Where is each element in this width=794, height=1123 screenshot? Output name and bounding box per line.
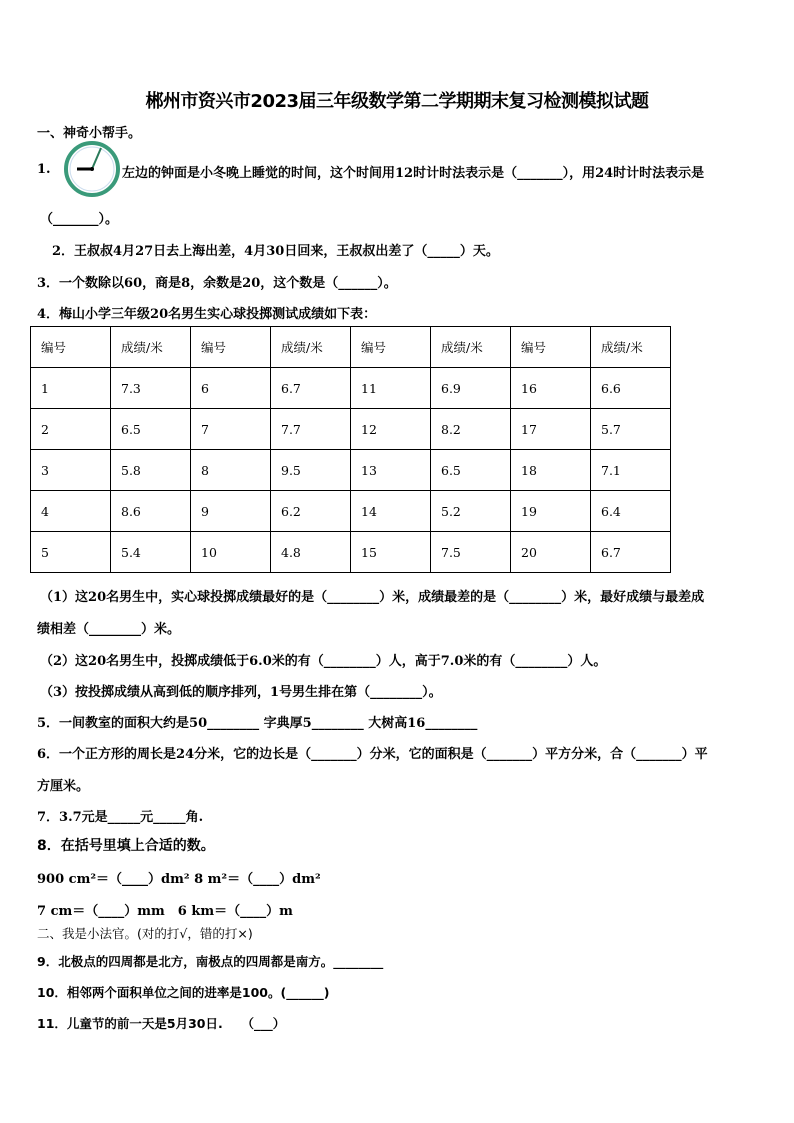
header-cell: 成绩/米 xyxy=(111,327,191,368)
table-cell: 4 xyxy=(31,491,111,532)
table-cell: 8.2 xyxy=(431,409,511,450)
section-1-heading: 一、神奇小帮手。 xyxy=(37,126,142,141)
table-cell: 20 xyxy=(511,532,591,573)
question-7: 7．3.7元是_____元_____角. xyxy=(37,810,204,825)
table-cell: 12 xyxy=(351,409,431,450)
q1-text: 左边的钟面是小冬晚上睡觉的时间，这个时间用12时计时法表示是（_______），用24时计时法表示是 xyxy=(122,166,705,181)
table-row xyxy=(31,368,671,409)
question-3: 3．一个数除以60，商是8，余数是20，这个数是（______）。 xyxy=(37,276,397,291)
table-cell: 17 xyxy=(511,409,591,450)
table-cell: 10 xyxy=(191,532,271,573)
q4-part-1-continuation: 绩相差（________）米。 xyxy=(37,622,181,637)
table-cell: 6.9 xyxy=(431,368,511,409)
table-cell: 6.4 xyxy=(591,491,671,532)
header-cell: 编号 xyxy=(31,327,111,368)
question-6: 6．一个正方形的周长是24分米，它的边长是（_______）分米，它的面积是（_______）平方分米，合（_______）平 xyxy=(37,747,708,762)
table-cell: 7.1 xyxy=(591,450,671,491)
question-8-b: 7 cm＝（____）mm 6 km＝（____）m xyxy=(37,904,293,919)
table-cell: 6.5 xyxy=(431,450,511,491)
table-cell: 5.8 xyxy=(111,450,191,491)
question-2: 2．王叔叔4月27日去上海出差，4月30日回来，王叔叔出差了（_____）天。 xyxy=(52,244,499,259)
q1-continuation: （_______）。 xyxy=(40,212,119,227)
table-cell: 18 xyxy=(511,450,591,491)
question-4: 4．梅山小学三年级20名男生实心球投掷测试成绩如下表： xyxy=(37,307,377,322)
page-title: 郴州市资兴市2023届三年级数学第二学期期末复习检测模拟试题 xyxy=(145,91,649,112)
table-row xyxy=(31,409,671,450)
table-cell: 11 xyxy=(351,368,431,409)
table-cell: 6.6 xyxy=(591,368,671,409)
table-cell: 7.5 xyxy=(431,532,511,573)
header-cell: 编号 xyxy=(351,327,431,368)
question-5: 5．一间教室的面积大约是50________ 字典厚5________ 大树高16________ xyxy=(37,716,478,731)
q1-number: 1. xyxy=(37,162,51,177)
table-cell: 16 xyxy=(511,368,591,409)
table-row xyxy=(31,532,671,573)
table-row xyxy=(31,450,671,491)
table-cell: 6.7 xyxy=(271,368,351,409)
table-header-row xyxy=(31,327,671,368)
table-cell: 5.7 xyxy=(591,409,671,450)
question-9: 9．北极点的四周都是北方，南极点的四周都是南方。________ xyxy=(37,954,384,969)
table-cell: 5.4 xyxy=(111,532,191,573)
table-cell: 5 xyxy=(31,532,111,573)
table-cell: 2 xyxy=(31,409,111,450)
table-row xyxy=(31,491,671,532)
question-6-continuation: 方厘米。 xyxy=(37,779,90,794)
header-cell: 编号 xyxy=(191,327,271,368)
table-cell: 7.7 xyxy=(271,409,351,450)
header-cell: 成绩/米 xyxy=(591,327,671,368)
header-cell: 编号 xyxy=(511,327,591,368)
q4-part-2: （2）这20名男生中，投掷成绩低于6.0米的有（________）人，高于7.0米的有（________）人。 xyxy=(40,654,607,669)
table-cell: 7 xyxy=(191,409,271,450)
table-cell: 14 xyxy=(351,491,431,532)
scores-table xyxy=(30,326,671,573)
table-cell: 4.8 xyxy=(271,532,351,573)
header-cell: 成绩/米 xyxy=(431,327,511,368)
table-cell: 8.6 xyxy=(111,491,191,532)
table-cell: 6.7 xyxy=(591,532,671,573)
question-8-a: 900 cm²＝（____）dm² 8 m²＝（____）dm² xyxy=(37,872,321,887)
table-cell: 15 xyxy=(351,532,431,573)
table-cell: 9 xyxy=(191,491,271,532)
table-cell: 6 xyxy=(191,368,271,409)
table-cell: 19 xyxy=(511,491,591,532)
q4-part-1: （1）这20名男生中，实心球投掷成绩最好的是（________）米，成绩最差的是（________）米，最好成绩与最差成 xyxy=(40,590,705,605)
table-cell: 3 xyxy=(31,450,111,491)
table-cell: 6.5 xyxy=(111,409,191,450)
section-2-heading: 二、我是小法官。(对的打√，错的打×) xyxy=(37,926,253,941)
q4-part-3: （3）按投掷成绩从高到低的顺序排列，1号男生排在第（________）。 xyxy=(40,685,442,700)
table-cell: 13 xyxy=(351,450,431,491)
table-cell: 9.5 xyxy=(271,450,351,491)
table-cell: 7.3 xyxy=(111,368,191,409)
table-cell: 6.2 xyxy=(271,491,351,532)
table-cell: 8 xyxy=(191,450,271,491)
question-8: 8．在括号里填上合适的数。 xyxy=(37,838,215,854)
clock-icon xyxy=(63,140,121,198)
table-cell: 1 xyxy=(31,368,111,409)
question-11: 11．儿童节的前一天是5月30日. （___） xyxy=(37,1016,286,1031)
header-cell: 成绩/米 xyxy=(271,327,351,368)
table-cell: 5.2 xyxy=(431,491,511,532)
question-10: 10．相邻两个面积单位之间的进率是100。(______) xyxy=(37,985,330,1000)
